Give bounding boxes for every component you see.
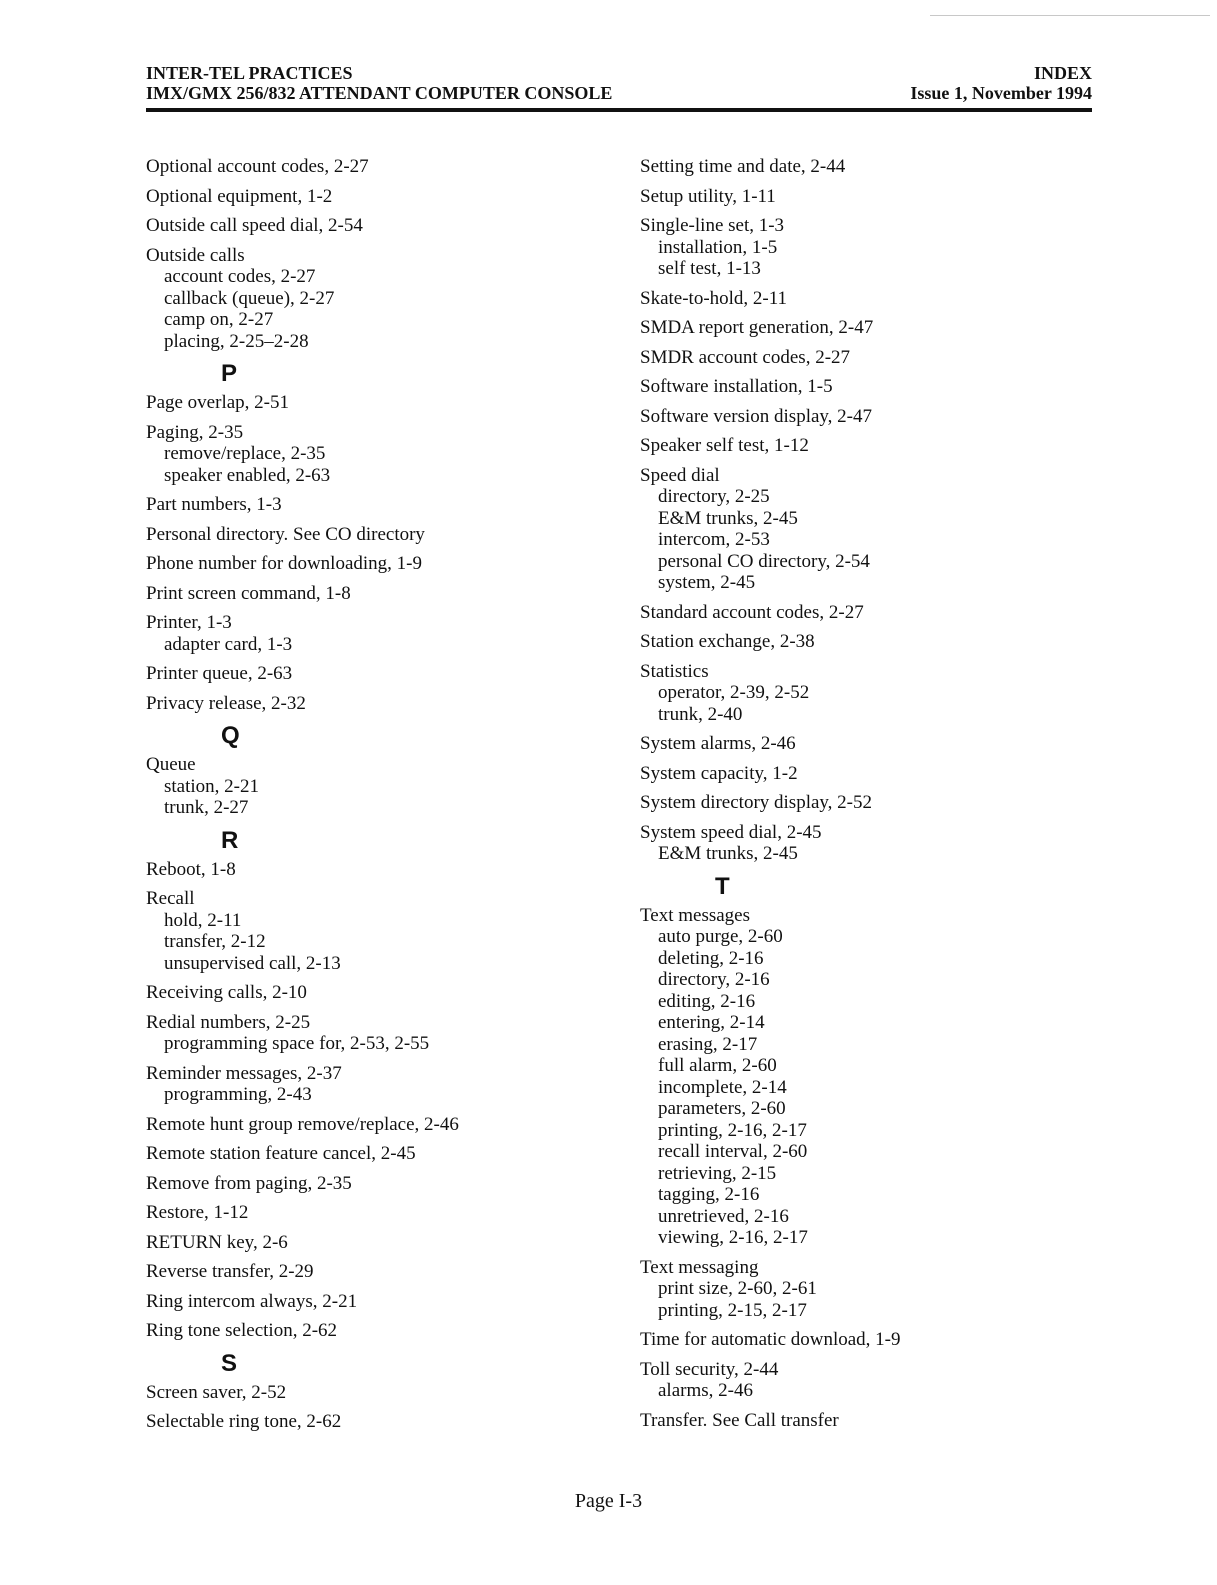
index-entry-main: Restore, 1-12 bbox=[146, 1202, 249, 1223]
index-entry-main: Print screen command, 1-8 bbox=[146, 582, 351, 604]
index-entry-main: Part numbers, 1-3 bbox=[146, 494, 282, 515]
index-entry-main: Recall bbox=[146, 888, 195, 909]
index-entry bbox=[146, 1173, 616, 1195]
header-rule bbox=[146, 108, 1092, 112]
index-subentry: unsupervised call, 2-13 bbox=[164, 952, 341, 974]
index-entry-main: RETURN key, 2-6 bbox=[146, 1231, 288, 1253]
index-entry bbox=[640, 406, 1110, 428]
index-entry bbox=[146, 245, 616, 353]
index-entry bbox=[146, 982, 616, 1004]
index-entry-main: Outside calls bbox=[146, 244, 245, 266]
index-subentry: erasing, 2-17 bbox=[658, 1033, 758, 1055]
index-subentry: E&M trunks, 2-45 bbox=[658, 843, 798, 864]
index-entry-main: Optional equipment, 1-2 bbox=[146, 185, 333, 207]
index-entry bbox=[640, 186, 1110, 208]
index-subentry: system, 2-45 bbox=[658, 572, 756, 593]
index-entry-main: Phone number for downloading, 1-9 bbox=[146, 553, 422, 574]
index-entry bbox=[640, 317, 1110, 339]
index-entry-main: Remote station feature cancel, 2-45 bbox=[146, 1143, 416, 1164]
index-entry-main: Reminder messages, 2-37 bbox=[146, 1062, 342, 1084]
index-column-left bbox=[146, 156, 616, 1441]
index-entry bbox=[640, 347, 1110, 369]
index-entry bbox=[146, 859, 616, 881]
index-entry bbox=[640, 376, 1110, 398]
index-entry-main: System directory display, 2-52 bbox=[640, 792, 873, 813]
index-entry bbox=[640, 1410, 1110, 1432]
index-entry-main: Screen saver, 2-52 bbox=[146, 1381, 287, 1403]
index-entry-main: Reverse transfer, 2-29 bbox=[146, 1261, 314, 1282]
index-entry bbox=[146, 663, 616, 685]
index-subentry: unretrieved, 2-16 bbox=[658, 1205, 789, 1227]
index-entry bbox=[146, 156, 616, 178]
index-entry bbox=[640, 602, 1110, 624]
index-subentry: directory, 2-25 bbox=[658, 486, 770, 507]
index-entry-main: Ring tone selection, 2-62 bbox=[146, 1320, 338, 1341]
index-entry bbox=[146, 754, 616, 819]
index-entry-main: Remote hunt group remove/replace, 2-46 bbox=[146, 1113, 459, 1135]
index-subentry: print size, 2-60, 2-61 bbox=[658, 1278, 817, 1299]
index-entry bbox=[640, 1359, 1110, 1402]
index-subentry: viewing, 2-16, 2-17 bbox=[658, 1227, 808, 1248]
index-entry bbox=[640, 215, 1110, 280]
index-subentry: personal CO directory, 2-54 bbox=[658, 550, 870, 572]
index-entry bbox=[146, 524, 616, 546]
index-entry-main: Outside call speed dial, 2-54 bbox=[146, 215, 363, 236]
header-product: IMX/GMX 256/832 ATTENDANT COMPUTER CONSOLE bbox=[146, 83, 613, 103]
index-entry bbox=[146, 1261, 616, 1283]
index-entry bbox=[640, 822, 1110, 865]
index-subentry: programming space for, 2-53, 2-55 bbox=[164, 1033, 430, 1054]
index-entry-main: System speed dial, 2-45 bbox=[640, 821, 822, 843]
index-subentry: self test, 1-13 bbox=[658, 258, 761, 279]
index-subentry: operator, 2-39, 2-52 bbox=[658, 682, 810, 703]
section-letter: P bbox=[221, 360, 238, 387]
index-subentry: entering, 2-14 bbox=[658, 1012, 765, 1033]
scan-edge-line bbox=[930, 15, 1210, 16]
index-subentry: retrieving, 2-15 bbox=[658, 1162, 777, 1184]
index-subentry: camp on, 2-27 bbox=[164, 309, 274, 330]
index-entry bbox=[146, 1202, 616, 1224]
index-subentry: transfer, 2-12 bbox=[164, 931, 266, 952]
section-letter: T bbox=[715, 872, 730, 900]
index-entry bbox=[640, 1257, 1110, 1322]
index-entry bbox=[146, 693, 616, 715]
index-entry bbox=[640, 763, 1110, 785]
index-entry bbox=[640, 288, 1110, 310]
index-subentry: auto purge, 2-60 bbox=[658, 926, 783, 947]
index-entry bbox=[146, 1320, 616, 1342]
section-letter: S bbox=[221, 1349, 238, 1377]
index-entry bbox=[146, 1232, 616, 1254]
index-entry-main: Transfer. See Call transfer bbox=[640, 1409, 839, 1431]
index-entry bbox=[640, 435, 1110, 457]
index-column-right bbox=[640, 156, 1110, 1439]
index-entry bbox=[146, 1291, 616, 1313]
index-entry bbox=[640, 733, 1110, 755]
index-subentry: deleting, 2-16 bbox=[658, 947, 764, 969]
index-subentry: adapter card, 1-3 bbox=[164, 633, 293, 655]
index-entry bbox=[146, 494, 616, 516]
index-entry bbox=[146, 1382, 616, 1404]
index-subentry: trunk, 2-27 bbox=[164, 797, 249, 818]
index-subentry: callback (queue), 2-27 bbox=[164, 287, 335, 309]
index-subentry: account codes, 2-27 bbox=[164, 266, 316, 287]
index-entry-main: Speed dial bbox=[640, 464, 720, 486]
index-entry bbox=[146, 1114, 616, 1136]
index-entry-main: Text messaging bbox=[640, 1256, 759, 1278]
index-subentry: intercom, 2-53 bbox=[658, 529, 770, 550]
index-entry-main: Skate-to-hold, 2-11 bbox=[640, 287, 788, 309]
index-entry bbox=[146, 583, 616, 605]
index-entry-main: Paging, 2-35 bbox=[146, 421, 244, 443]
index-subentry: installation, 1-5 bbox=[658, 236, 778, 258]
index-entry-main: Reboot, 1-8 bbox=[146, 858, 236, 880]
index-entry-main: Software version display, 2-47 bbox=[640, 405, 872, 427]
index-subentry: editing, 2-16 bbox=[658, 990, 756, 1012]
index-entry-main: Ring intercom always, 2-21 bbox=[146, 1290, 358, 1312]
section-letter: Q bbox=[221, 722, 240, 749]
index-entry-main: Printer, 1-3 bbox=[146, 612, 232, 633]
index-entry-main: Personal directory. See CO directory bbox=[146, 523, 425, 545]
index-entry-main: Page overlap, 2-51 bbox=[146, 392, 289, 413]
index-subentry: tagging, 2-16 bbox=[658, 1184, 760, 1205]
index-entry bbox=[146, 1143, 616, 1165]
index-entry-main: Queue bbox=[146, 754, 196, 775]
index-entry bbox=[640, 156, 1110, 178]
index-entry-main: Selectable ring tone, 2-62 bbox=[146, 1411, 342, 1432]
index-subentry: programming, 2-43 bbox=[164, 1084, 312, 1105]
index-entry bbox=[640, 465, 1110, 594]
header-issue: Issue 1, November 1994 bbox=[910, 83, 1092, 103]
index-entry bbox=[640, 631, 1110, 653]
index-entry bbox=[146, 1411, 616, 1433]
index-subentry: placing, 2-25–2-28 bbox=[164, 330, 309, 352]
page-number: Page I-3 bbox=[574, 1490, 643, 1512]
index-subentry: printing, 2-15, 2-17 bbox=[658, 1299, 807, 1321]
index-subentry: speaker enabled, 2-63 bbox=[164, 464, 331, 486]
index-entry-main: Setting time and date, 2-44 bbox=[640, 156, 846, 177]
index-subentry: station, 2-21 bbox=[164, 775, 259, 797]
index-subentry: trunk, 2-40 bbox=[658, 703, 743, 725]
index-entry-main: Station exchange, 2-38 bbox=[640, 631, 815, 652]
index-entry bbox=[640, 792, 1110, 814]
index-subentry: recall interval, 2-60 bbox=[658, 1141, 808, 1162]
index-entry bbox=[146, 1063, 616, 1106]
index-subentry: remove/replace, 2-35 bbox=[164, 443, 326, 464]
index-subentry: hold, 2-11 bbox=[164, 909, 242, 931]
index-subentry: directory, 2-16 bbox=[658, 969, 770, 990]
index-entry-main: SMDR account codes, 2-27 bbox=[640, 346, 851, 368]
index-entry bbox=[146, 553, 616, 575]
index-entry-main: Statistics bbox=[640, 660, 709, 682]
index-entry-main: Software installation, 1-5 bbox=[640, 376, 833, 397]
index-subentry: printing, 2-16, 2-17 bbox=[658, 1119, 807, 1141]
index-entry-main: Time for automatic download, 1-9 bbox=[640, 1329, 901, 1350]
index-entry-main: Speaker self test, 1-12 bbox=[640, 435, 809, 456]
index-entry bbox=[146, 186, 616, 208]
index-entry bbox=[146, 1012, 616, 1055]
index-entry-main: Receiving calls, 2-10 bbox=[146, 982, 307, 1003]
index-entry-main: Redial numbers, 2-25 bbox=[146, 1011, 311, 1033]
index-entry-main: Standard account codes, 2-27 bbox=[640, 601, 864, 623]
index-entry-main: System alarms, 2-46 bbox=[640, 733, 796, 754]
index-subentry: incomplete, 2-14 bbox=[658, 1076, 787, 1098]
index-entry-main: Setup utility, 1-11 bbox=[640, 185, 776, 207]
index-subentry: alarms, 2-46 bbox=[658, 1380, 753, 1401]
index-entry-main: Remove from paging, 2-35 bbox=[146, 1172, 352, 1194]
index-entry bbox=[640, 661, 1110, 726]
index-entry bbox=[146, 888, 616, 974]
index-subentry: parameters, 2-60 bbox=[658, 1098, 786, 1119]
index-entry bbox=[146, 422, 616, 487]
header-company: INTER-TEL PRACTICES bbox=[146, 63, 353, 83]
index-entry bbox=[640, 905, 1110, 1249]
index-entry-main: Single-line set, 1-3 bbox=[640, 215, 785, 236]
index-entry bbox=[146, 215, 616, 237]
index-entry bbox=[640, 1329, 1110, 1351]
index-entry-main: Privacy release, 2-32 bbox=[146, 692, 306, 714]
index-entry bbox=[146, 392, 616, 414]
index-subentry: full alarm, 2-60 bbox=[658, 1055, 777, 1076]
section-letter: R bbox=[221, 826, 239, 854]
index-entry-main: Text messages bbox=[640, 904, 751, 926]
index-entry-main: System capacity, 1-2 bbox=[640, 762, 798, 784]
index-entry bbox=[146, 612, 616, 655]
index-entry-main: Printer queue, 2-63 bbox=[146, 663, 293, 684]
index-entry-main: Optional account codes, 2-27 bbox=[146, 156, 369, 177]
index-subentry: E&M trunks, 2-45 bbox=[658, 507, 798, 529]
header-section: INDEX bbox=[1033, 63, 1092, 83]
index-entry-main: SMDA report generation, 2-47 bbox=[640, 317, 874, 338]
index-entry-main: Toll security, 2-44 bbox=[640, 1358, 779, 1380]
